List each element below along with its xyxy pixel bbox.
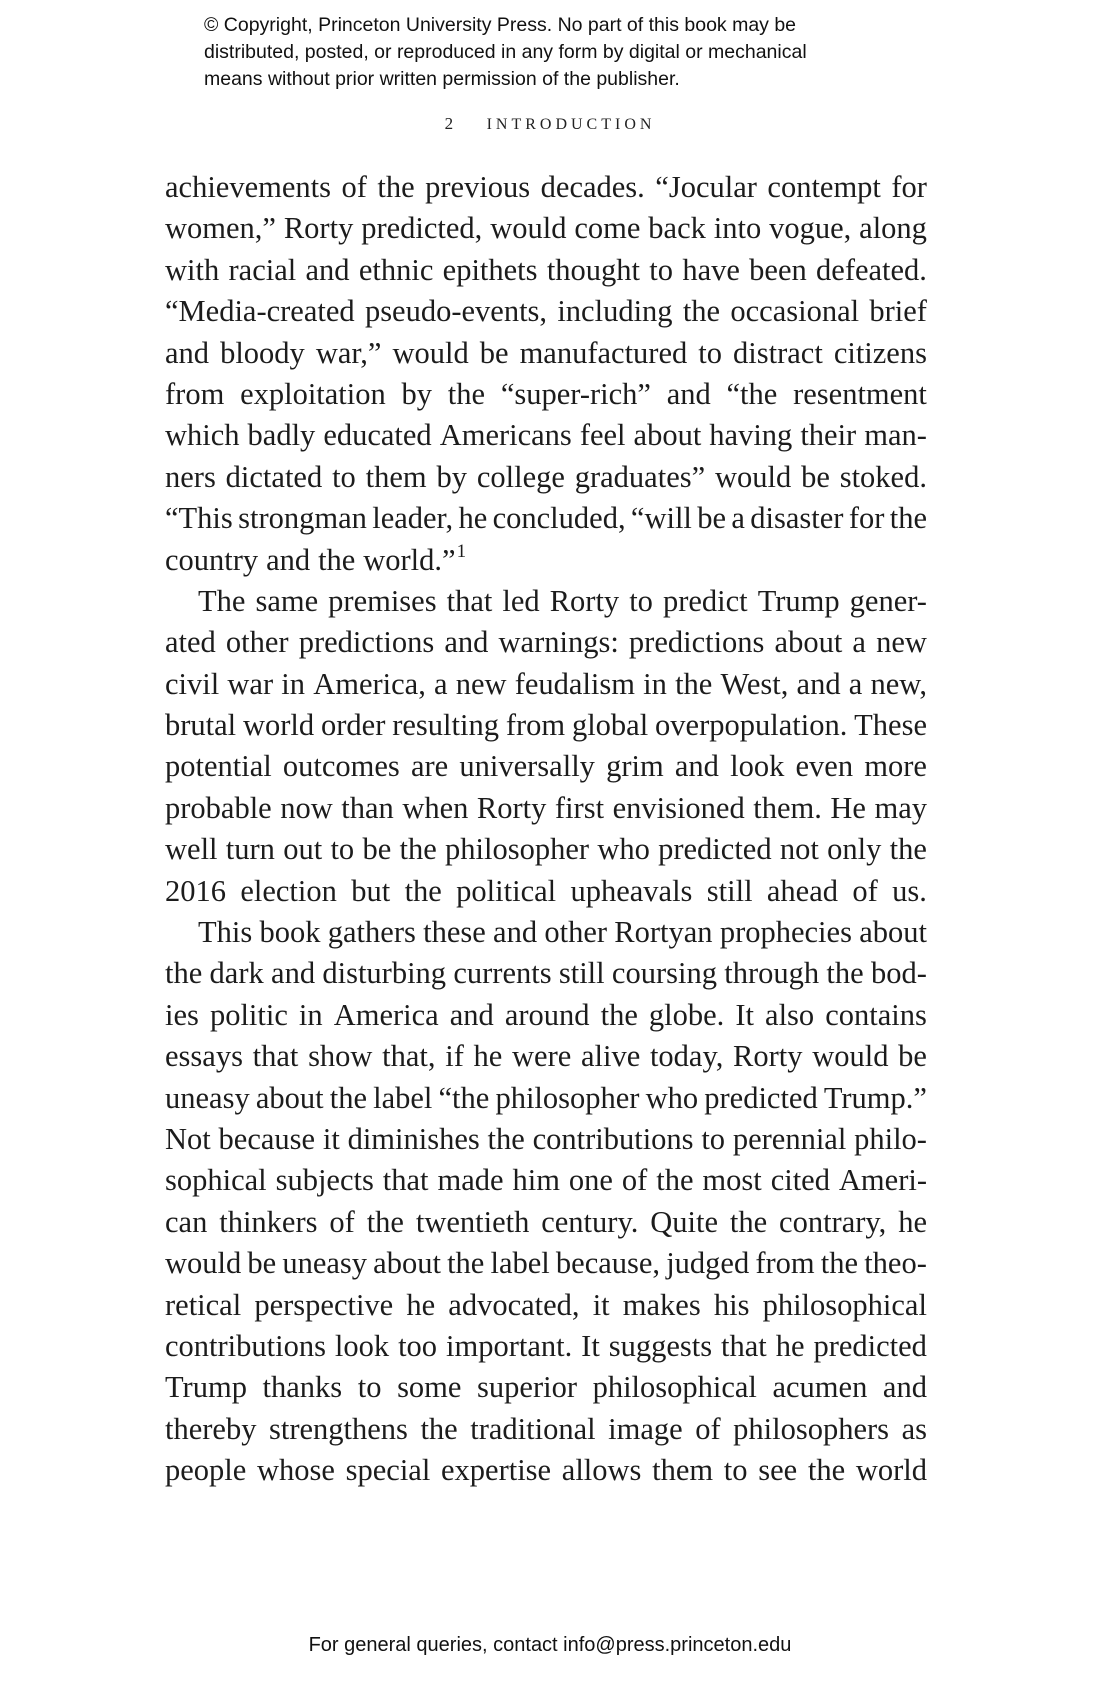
text-line: retical perspective he advocated, it makes his philosophical	[165, 1287, 927, 1322]
footnote-reference[interactable]: 1	[456, 540, 467, 562]
text-line: people whose special expertise allows them to see the world	[165, 1453, 927, 1488]
text-line: sophical subjects that made him one of the most cited Ameri-	[165, 1163, 927, 1198]
text-line: probable now than when Rorty first envisioned them. He may	[165, 790, 927, 825]
text-line: contributions look too important. It suggests that he predicted	[165, 1328, 927, 1363]
text-line: uneasy about the label “the philosopher who predicted Trump.”	[165, 1080, 927, 1115]
text-line: ies politic in America and around the globe. It also contains	[165, 997, 927, 1032]
text-line: from exploitation by the “super-rich” and “the resentment	[165, 376, 927, 411]
text-line: This book gathers these and other Rortyan prophecies about	[198, 915, 927, 950]
text-line: civil war in America, a new feudalism in the West, and a new,	[165, 666, 927, 701]
text-line: would be uneasy about the label because, judged from the theo-	[165, 1246, 927, 1281]
text-line: 2016 election but the political upheavals still ahead of us.	[165, 873, 927, 908]
copyright-line: means without prior written permission of the publisher.	[204, 68, 680, 90]
text-line: ners dictated to them by college graduates” would be stoked.	[165, 459, 927, 494]
text-line: The same premises that led Rorty to predict Trump gener-	[198, 583, 927, 618]
text-line: can thinkers of the twentieth century. Quite the contrary, he	[165, 1204, 927, 1239]
text-line: achievements of the previous decades. “Jocular contempt for	[165, 170, 927, 204]
body-text	[165, 167, 927, 1492]
copyright-line: distributed, posted, or reproduced in any form by digital or mechanical	[204, 41, 807, 63]
text-line: essays that show that, if he were alive today, Rorty would be	[165, 1039, 927, 1074]
text-line: Not because it diminishes the contributions to perennial philo-	[165, 1121, 927, 1156]
page-number: 2	[444, 114, 454, 133]
text-line: and bloody war,” would be manufactured to distract citizens	[165, 335, 927, 370]
text-line: potential outcomes are universally grim and look even more	[165, 749, 927, 784]
text-line: brutal world order resulting from global overpopulation. These	[165, 708, 927, 743]
text-line: the dark and disturbing currents still coursing through the bod-	[165, 956, 927, 991]
chapter-title: INTRODUCTION	[486, 116, 656, 133]
text-line: with racial and ethnic epithets thought to have been defeated.	[165, 252, 927, 287]
running-head	[0, 114, 1100, 134]
copyright-notice	[204, 12, 924, 93]
copyright-line: © Copyright, Princeton University Press. No part of this book may be	[204, 14, 797, 36]
footer-contact: For general queries, contact info@press.princeton.edu	[308, 1634, 792, 1656]
text-line: women,” Rorty predicted, would come back into vogue, along	[165, 211, 927, 246]
text-line: which badly educated Americans feel about having their man-	[165, 418, 927, 453]
text-line: “This strongman leader, he concluded, “will be a disaster for the	[165, 501, 927, 536]
text-line: thereby strengthens the traditional image of philosophers as	[165, 1411, 927, 1446]
text-line: country and the world.”$^1$	[165, 540, 467, 577]
text-line: well turn out to be the philosopher who predicted not only the	[165, 832, 927, 867]
text-line: ated other predictions and warnings: predictions about a new	[165, 625, 927, 660]
text-line: Trump thanks to some superior philosophical acumen and	[165, 1370, 927, 1405]
text-line: “Media-created pseudo-events, including the occasional brief	[165, 294, 927, 329]
